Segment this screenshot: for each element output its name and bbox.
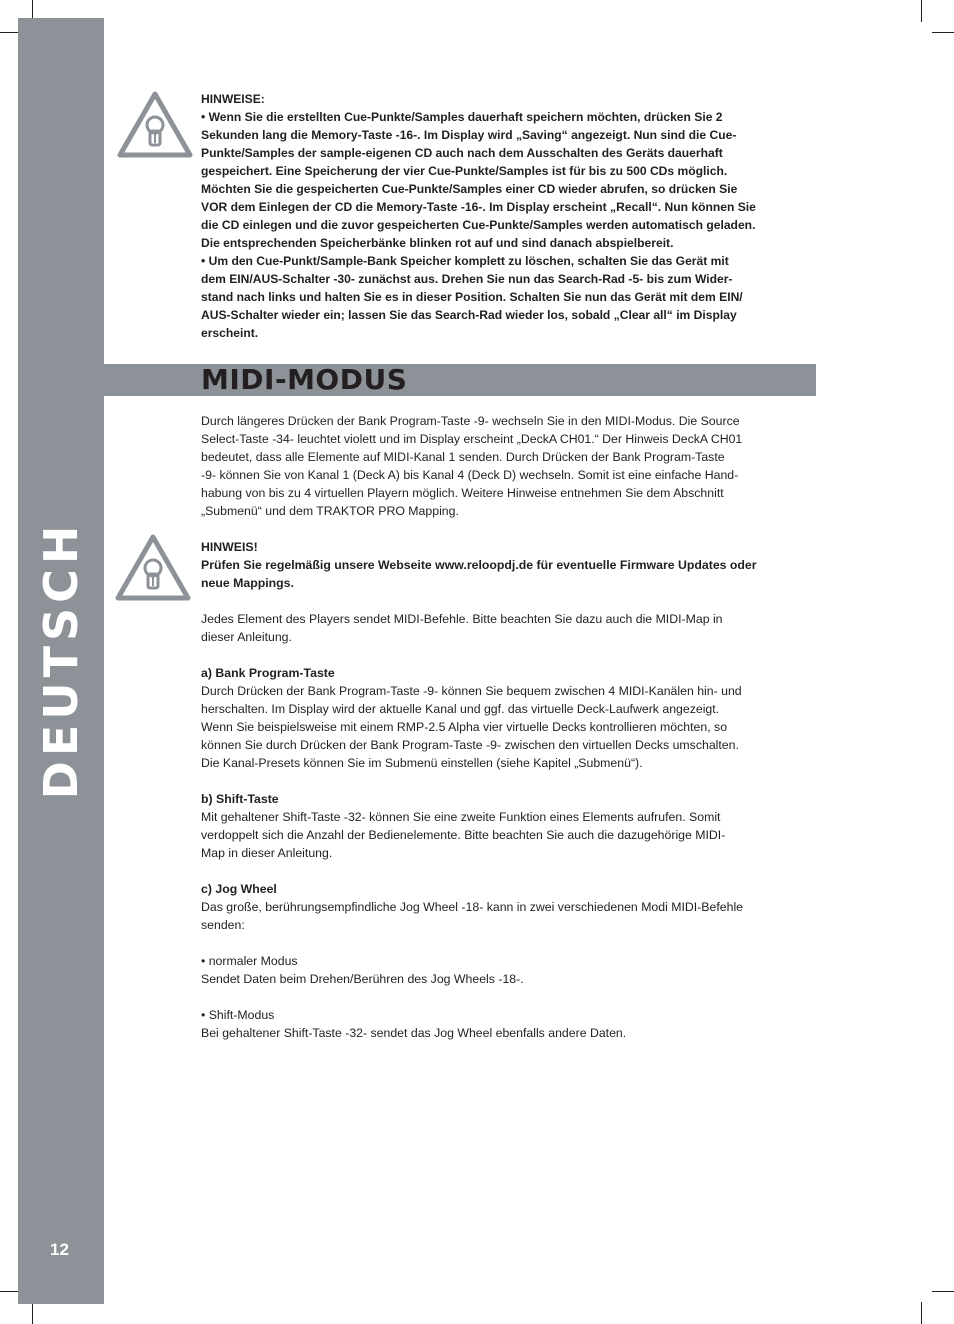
section-title: MIDI-MODUS: [201, 363, 408, 396]
mode-shift-bullet: • Shift-Modus: [201, 1008, 275, 1022]
item-a-heading: a) Bank Program-Taste: [201, 666, 335, 680]
notes-line: stand nach links und halten Sie es in dieser Position. Schalten Sie nun das Gerät mit dem EIN/: [201, 290, 743, 304]
hint-heading: HINWEIS!: [201, 540, 258, 554]
intro-line: habung von bis zu 4 virtuellen Playern möglich. Weitere Hinweise entnehmen Sie dem Abschnitt: [201, 486, 724, 500]
language-label: DEUTSCH: [34, 520, 88, 800]
intro-line: bedeutet, dass alle Elemente auf MIDI-Kanal 1 senden. Durch Drücken der Bank Program-Taste: [201, 450, 725, 464]
notes-line: Die entsprechenden Speicherbänke blinken rot auf und sind danach abspielbereit.: [201, 236, 674, 250]
hint-line: Prüfen Sie regelmäßig unsere Webseite www.reloopdj.de für eventuelle Firmware Updates oder: [201, 558, 757, 572]
mode-normal-bullet: • normaler Modus: [201, 954, 298, 968]
crop-mark: [932, 32, 954, 33]
midi-paragraph-line: dieser Anleitung.: [201, 630, 292, 644]
item-c-line: senden:: [201, 918, 245, 932]
item-b-line: Map in dieser Anleitung.: [201, 846, 333, 860]
midi-paragraph-line: Jedes Element des Players sendet MIDI-Befehle. Bitte beachten Sie dazu auch die MIDI-Map in: [201, 612, 723, 626]
notes-line: erscheint.: [201, 326, 259, 340]
warning-icon: [115, 534, 191, 602]
item-c-heading: c) Jog Wheel: [201, 882, 277, 896]
intro-line: -9- können Sie von Kanal 1 (Deck A) bis Kanal 4 (Deck D) wechseln. Somit ist eine einfache Hand-: [201, 468, 739, 482]
notes-line: Möchten Sie die gespeicherten Cue-Punkte/Samples einer CD wieder abrufen, so drücken Sie: [201, 182, 738, 196]
mode-normal-text: Sendet Daten beim Drehen/Berühren des Jog Wheels -18-.: [201, 972, 524, 986]
notes-line: Punkte/Samples der sample-eigenen CD auch nach dem Ausschalten des Geräts dauerhaft: [201, 146, 723, 160]
item-b-heading: b) Shift-Taste: [201, 792, 279, 806]
notes-line: AUS-Schalter wieder ein; lassen Sie das Search-Rad wieder los, sobald „Clear all“ im Display: [201, 308, 737, 322]
body-text: [201, 412, 817, 1042]
notes-line: Sekunden lang die Memory-Taste -16-. Im Display wird „Saving“ angezeigt. Nun sind die Cue-: [201, 128, 737, 142]
crop-mark: [932, 1291, 954, 1292]
notes-line: gespeichert. Eine Speicherung der vier Cue-Punkte/Samples ist für bis zu 500 CDs möglich.: [201, 164, 728, 178]
notes-line: die CD einlegen und die zuvor gespeicherten Cue-Punkte/Samples werden automatisch geladen.: [201, 218, 756, 232]
hint-line: neue Mappings.: [201, 576, 294, 590]
notes-block: [201, 90, 815, 342]
item-a-line: Die Kanal-Presets können Sie im Submenü einstellen (siehe Kapitel „Submenü“).: [201, 756, 643, 770]
item-b-line: verdoppelt sich die Anzahl der Bedienelemente. Bitte beachten Sie auch die dazugehörige MIDI-: [201, 828, 726, 842]
notes-line: • Um den Cue-Punkt/Sample-Bank Speicher komplett zu löschen, schalten Sie das Gerät mit: [201, 254, 729, 268]
item-c-line: Das große, berührungsempfindliche Jog Wheel -18- kann in zwei verschiedenen Modi MIDI-Befehle: [201, 900, 744, 914]
warning-icon: [117, 91, 193, 159]
intro-line: Durch längeres Drücken der Bank Program-Taste -9- wechseln Sie in den MIDI-Modus. Die Source: [201, 414, 740, 428]
item-a-line: Wenn Sie beispielsweise mit einem RMP-2.5 Alpha vier virtuelle Decks kontrollieren möchten, so: [201, 720, 728, 734]
item-b-line: Mit gehaltener Shift-Taste -32- können Sie eine zweite Funktion eines Elements aufrufen. Somit: [201, 810, 721, 824]
item-a-line: herschalten. Im Display wird der aktuelle Kanal und ggf. das virtuelle Deck-Laufwerk angezeigt.: [201, 702, 720, 716]
notes-heading: HINWEISE:: [201, 92, 265, 106]
notes-line: VOR dem Einlegen der CD die Memory-Taste -16-. Im Display erscheint „Recall“. Nun können Sie: [201, 200, 756, 214]
intro-line: „Submenü“ und dem TRAKTOR PRO Mapping.: [201, 504, 459, 518]
item-a-line: können Sie durch Drücken der Bank Program-Taste -9- zwischen den virtuellen Decks umschalten.: [201, 738, 739, 752]
notes-line: dem EIN/AUS-Schalter -30- zunächst aus. Drehen Sie nun das Search-Rad -5- bis zum Wider-: [201, 272, 733, 286]
item-a-line: Durch Drücken der Bank Program-Taste -9- können Sie bequem zwischen 4 MIDI-Kanälen hin- und: [201, 684, 742, 698]
crop-mark: [921, 0, 922, 22]
page-number: 12: [50, 1240, 69, 1259]
intro-line: Select-Taste -34- leuchtet violett und im Display erscheint „DeckA CH01.“ Der Hinweis DeckA CH01: [201, 432, 743, 446]
notes-line: • Wenn Sie die erstellten Cue-Punkte/Samples dauerhaft speichern möchten, drücken Sie 2: [201, 110, 723, 124]
crop-mark: [32, 1302, 33, 1324]
crop-mark: [921, 1302, 922, 1324]
mode-shift-text: Bei gehaltener Shift-Taste -32- sendet das Jog Wheel ebenfalls andere Daten.: [201, 1026, 627, 1040]
